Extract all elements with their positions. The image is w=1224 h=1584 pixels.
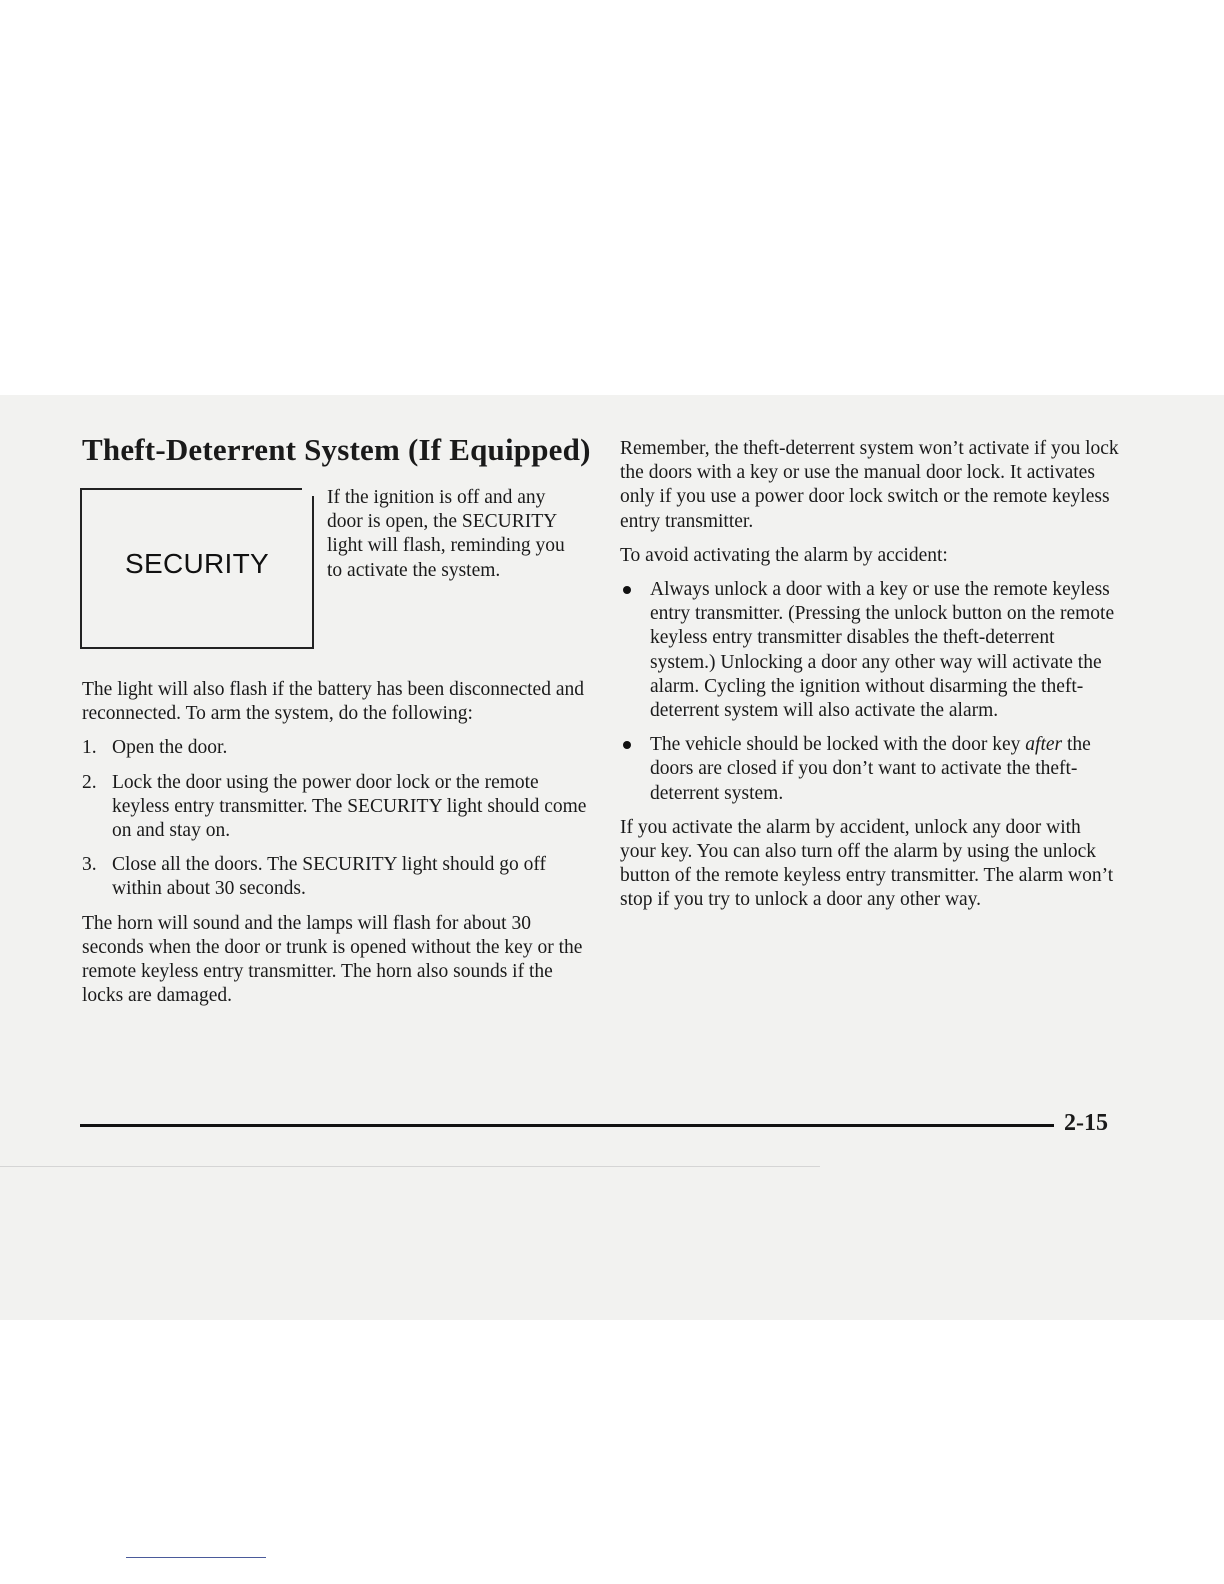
horn-paragraph: The horn will sound and the lamps will flash for about 30 seconds when the door or trunk is opened without the key or the remote keyless entry transmitter. The horn also sounds if the locks are damaged. <box>82 912 583 1007</box>
footer-rule <box>80 1124 1054 1127</box>
bullet-text-start: The vehicle should be locked with the door key <box>650 734 1026 756</box>
scan-artifact-line <box>0 1166 820 1167</box>
list-item <box>82 771 587 844</box>
accident-paragraph: If you activate the alarm by accident, unlock any door with your key. You can also turn off the alarm by using the unlock button of the remote keyless entry transmitter. The alarm won’t stop if you try to unlock a door any other way. <box>620 816 1114 911</box>
arming-steps-list <box>82 736 587 901</box>
page-number: 2-15 <box>1064 1110 1108 1136</box>
bullet-icon <box>623 586 631 594</box>
box-corner-gap <box>302 488 314 496</box>
step-number: 3. <box>82 854 97 876</box>
list-item <box>620 578 1120 723</box>
section-title: Theft-Deterrent System (If Equipped) <box>82 432 591 467</box>
bullet-text-end: the doors are closed if you don’t want to activate the theft-deterrent system. <box>650 734 1091 804</box>
emphasis-after: after <box>1025 734 1063 756</box>
bullet-text: Always unlock a door with a key or use the remote keyless entry transmitter. (Pressing the unlock button on the remote keyless entry transmitter disables the theft-deterrent system.) Unlocking a door any other way will activate the alarm. Cycling the ignition without disarming the theft-deterrent system will also activate the alarm. <box>650 579 1115 722</box>
right-column <box>620 437 1120 923</box>
step-number: 2. <box>82 771 97 793</box>
bottom-underline <box>126 1557 266 1558</box>
left-column <box>82 678 587 1018</box>
step-text: Lock the door using the power door lock or the remote keyless entry transmitter. The SECURITY light should come on and stay on. <box>112 771 587 842</box>
step-text: Open the door. <box>112 737 228 759</box>
list-item <box>82 736 587 760</box>
arming-intro-paragraph: The light will also flash if the battery has been disconnected and reconnected. To arm the system, do the following: <box>82 679 584 725</box>
bullet-icon <box>623 741 631 749</box>
step-text: Close all the doors. The SECURITY light should go off within about 30 seconds. <box>112 854 547 900</box>
security-label: SECURITY <box>125 548 269 579</box>
avoid-paragraph: To avoid activating the alarm by accident: <box>620 544 948 566</box>
remember-paragraph: Remember, the theft-deterrent system won’t activate if you lock the doors with a key or use the manual door lock. It activates only if you use a power door lock switch or the remote keyless entry transmitter. <box>620 438 1119 532</box>
step-number: 1. <box>82 737 97 759</box>
avoid-bullet-list <box>620 578 1120 806</box>
security-light-illustration <box>80 488 314 649</box>
intro-paragraph: If the ignition is off and any door is open, the SECURITY light will flash, reminding you to activate the system. <box>327 487 565 581</box>
list-item <box>82 853 587 901</box>
list-item <box>620 733 1120 806</box>
